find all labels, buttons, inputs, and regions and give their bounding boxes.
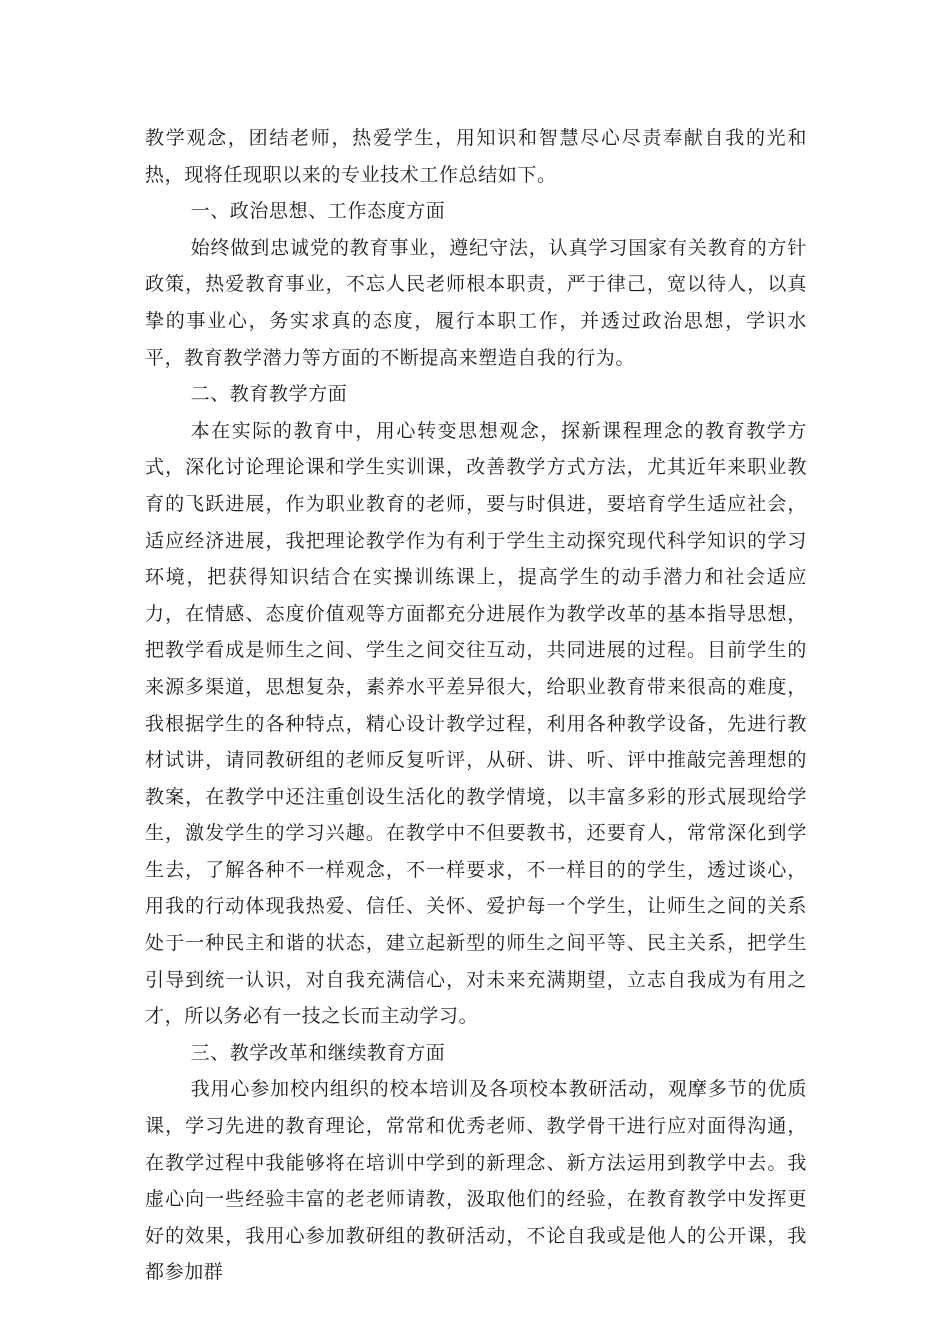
section-heading-reform: 三、教学改革和继续教育方面 <box>190 1041 446 1064</box>
section-heading-political: 一、政治思想、工作态度方面 <box>190 200 446 223</box>
document-body <box>145 120 807 1291</box>
paragraph-teaching: 本在实际的教育中，用心转变思想观念，探新课程理念的教育教学方式，深化讨论理论课和学生实训课，改善教学方式方法，尤其近年来职业教育的飞跃进展，作为职业教育的老师，要与时俱进，要培育学生适应社会，适应经济进展，我把理论教学作为有利于学生主动探究现代科学知识的学习环境，把获得知识结合在实操训练课上，提高学生的动手潜力和社会适应力，在情感、态度价值观等方面都充分进展作为教学改革的基本指导思想，把教学看成是师生之间、学生之间交往互动，共同进展的过程。目前学生的来源多渠道，思想复杂，素养水平差异很大，给职业教育带来很高的难度，我根据学生的各种特点，精心设计教学过程，利用各种教学设备，先进行教材试讲，请同教研组的老师反复听评，从研、讲、听、评中推敲完善理想的教案，在教学中还注重创设生活化的教学情境，以丰富多彩的形式展现给学生，激发学生的学习兴趣。在教学中不但要教书，还要育人，常常深化到学生去，了解各种不一样观念，不一样要求，不一样目的的学生，透过谈心，用我的行动体现我热爱、信任、关怀、爱护每一个学生，让师生之间的关系处于一种民主和谐的状态，建立起新型的师生之间平等、民主关系，把学生引导到统一认识，对自我充满信心，对未来充满期望，立志自我成为有用之才，所以务必有一技之长而主动学习。 <box>145 419 807 1028</box>
paragraph-reform: 我用心参加校内组织的校本培训及各项校本教研活动，观摩多节的优质课，学习先进的教育理论，常常和优秀老师、教学骨干进行应对面得沟通，在教学过程中我能够将在培训中学到的新理念、新方法运用到教学中去。我虚心向一些经验丰富的老老师请教，汲取他们的经验，在教育教学中发挥更好的效果，我用心参加教研组的教研活动，不论自我或是他人的公开课，我都参加群 <box>145 1078 807 1284</box>
paragraph-political: 始终做到忠诚党的教育事业，遵纪守法，认真学习国家有关教育的方针政策，热爱教育事业，不忘人民老师根本职责，严于律己，宽以待人，以真挚的事业心，务实求真的态度，履行本职工作，并透过政治思想，学识水平，教育教学潜力等方面的不断提高来塑造自我的行为。 <box>145 236 807 369</box>
paragraph-intro-continuation: 教学观念，团结老师，热爱学生，用知识和智慧尽心尽责奉献自我的光和热，现将任现职以来的专业技术工作总结如下。 <box>145 127 807 186</box>
section-heading-teaching: 二、教育教学方面 <box>190 383 348 406</box>
